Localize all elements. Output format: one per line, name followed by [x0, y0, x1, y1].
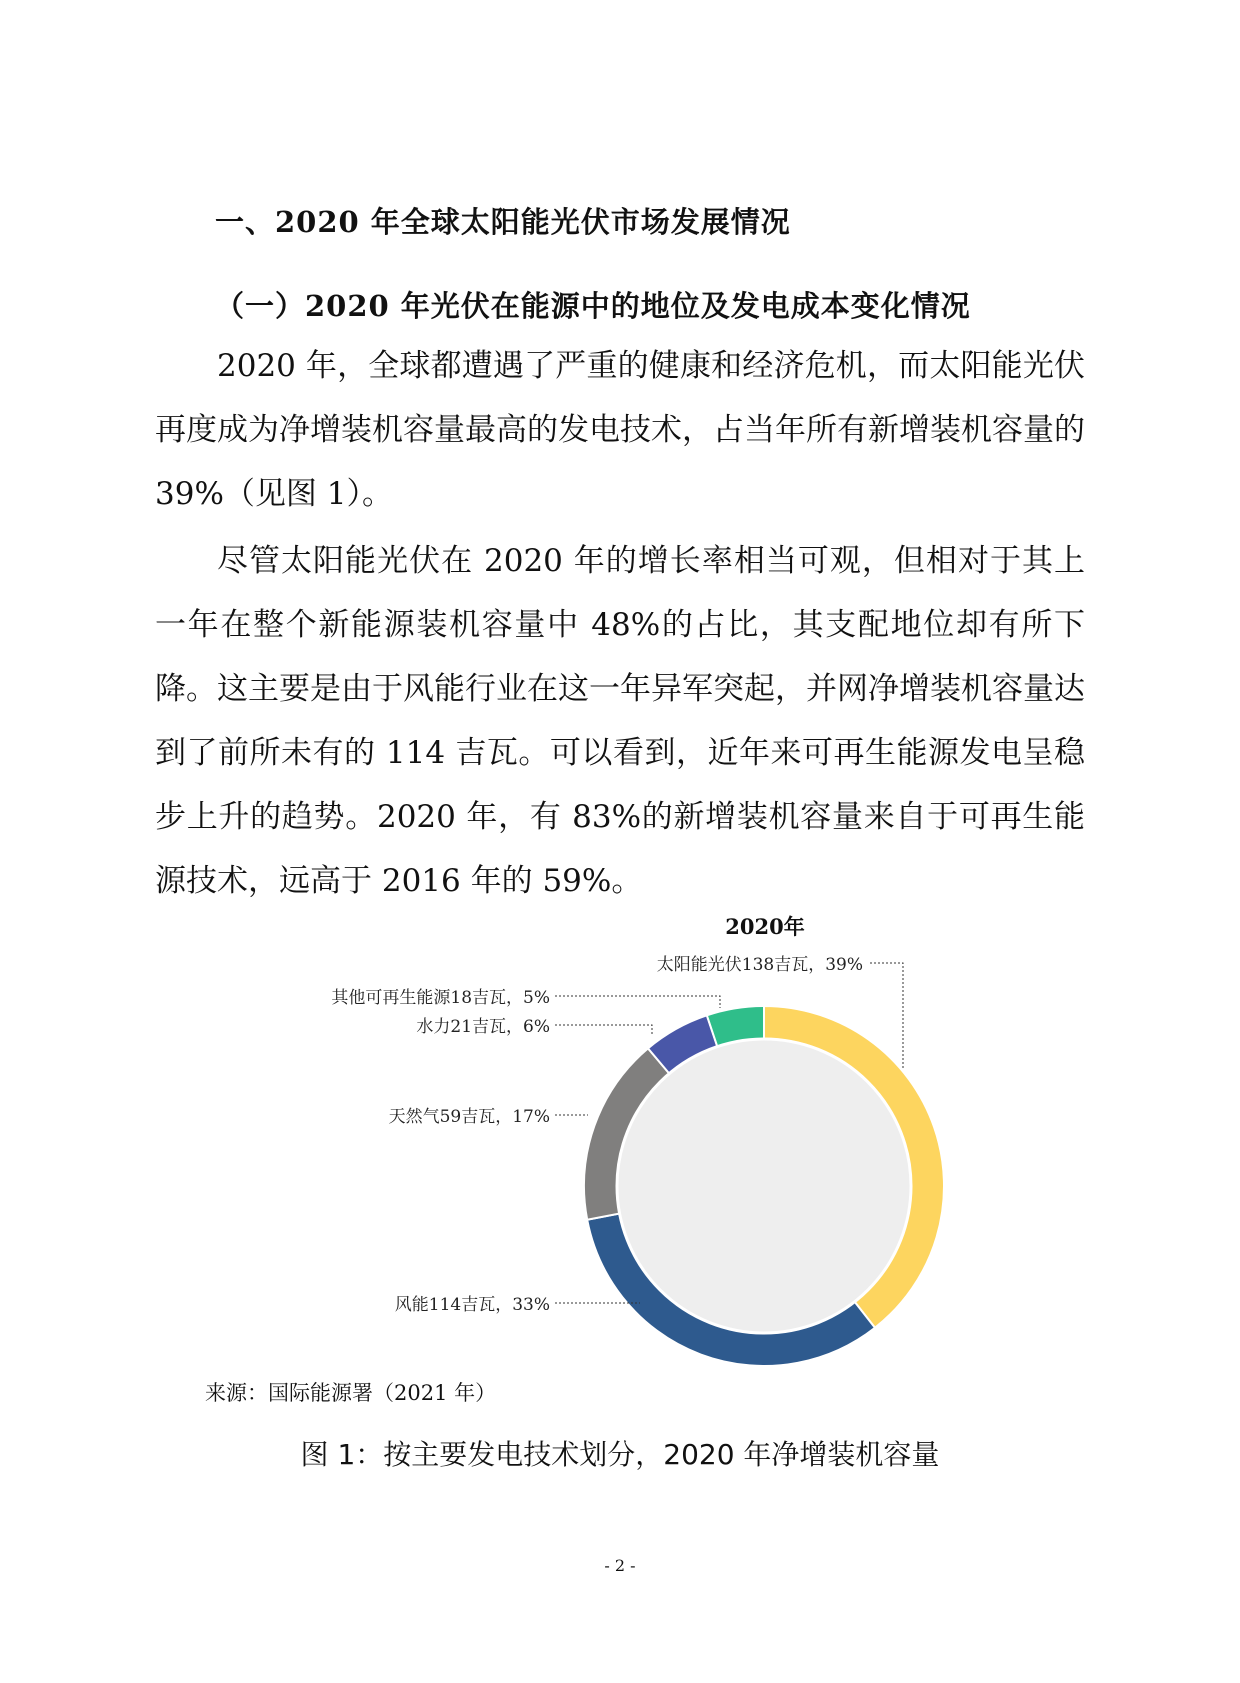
chart-title: 2020年 — [725, 914, 805, 939]
figure-caption: 图 1：按主要发电技术划分，2020 年净增装机容量 — [300, 1438, 940, 1471]
page-number: - 2 - — [604, 1556, 636, 1575]
slice-label-风能: 风能114吉瓦，33% — [394, 1295, 550, 1315]
slice-label-其他可再生能源: 其他可再生能源18吉瓦，5% — [331, 988, 550, 1008]
section-title: 一、2020 年全球太阳能光伏市场发展情况 — [215, 205, 791, 239]
leader-line-水力 — [555, 1025, 652, 1035]
leader-line-其他可再生能源 — [555, 996, 720, 1008]
paragraph-1: 2020 年，全球都遭遇了严重的健康和经济危机，而太阳能光伏再度成为净增装机容量最高的发电技术，占当年所有新增装机容量的 39%（见图 1）。 — [155, 348, 1085, 512]
donut-center — [617, 1039, 911, 1333]
slice-label-太阳能光伏: 太阳能光伏138吉瓦，39% — [656, 955, 863, 975]
slice-label-水力: 水力21吉瓦，6% — [416, 1017, 550, 1037]
subsection-title: （一）2020 年光伏在能源中的地位及发电成本变化情况 — [215, 289, 971, 323]
paragraph-2: 尽管太阳能光伏在 2020 年的增长率相当可观，但相对于其上一年在整个新能源装机容量中 48%的占比，其支配地位却有所下降。这主要是由于风能行业在这一年异军突起，并网净增装机容量达到了前所未有的 114 吉瓦。可以看到，近年来可再生能源发电呈稳步上升的趋势。2020 年，有 83%的新增装机容量来自于可再生能源技术，远高于 2016 年的 59%。 — [155, 543, 1085, 899]
slice-label-天然气: 天然气59吉瓦，17% — [388, 1107, 550, 1127]
source-note: 来源：国际能源署（2021 年） — [205, 1381, 497, 1405]
